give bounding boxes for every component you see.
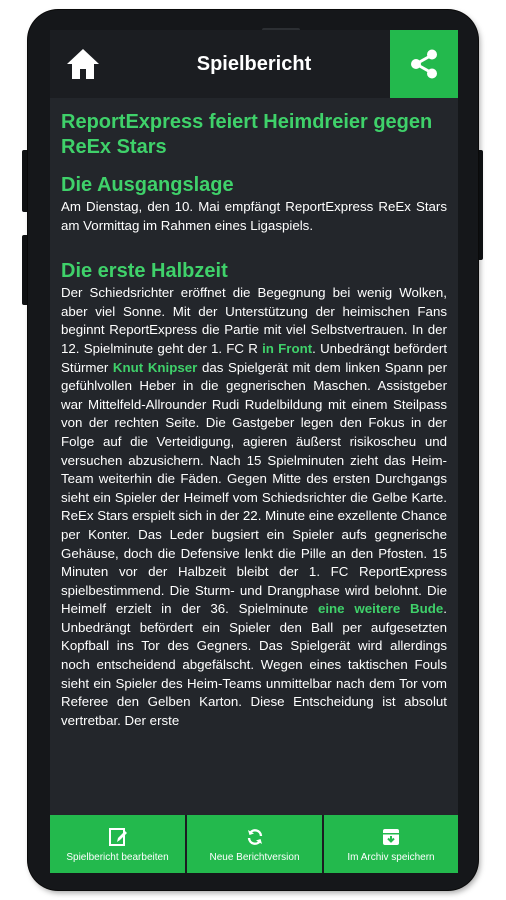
report-text: Der Schiedsrichter eröffnet die Begegnung bei wenig Wolken, aber viel Sonne. Mit der Unterstützung der heimischen Fans beginnt ReportExpress die Partie mit viel Selbstvertrauen. In der 12. Spielminute geht der 1. FC R [61, 285, 447, 356]
section-text-erste-halbzeit [61, 284, 447, 730]
highlight-link[interactable]: in Front [262, 340, 313, 356]
share-button[interactable] [390, 30, 458, 98]
home-button[interactable] [60, 42, 106, 86]
save-to-archive-label: Im Archiv speichern [347, 851, 435, 863]
archive-download-icon [381, 827, 401, 847]
new-report-version-label: Neue Berichtversion [209, 851, 300, 863]
section-text-ausgangslage: Am Dienstag, den 10. Mai empfängt ReportExpress ReEx Stars am Vormittag im Rahmen eines Ligaspiels. [61, 199, 447, 233]
app-screen [50, 30, 458, 873]
section-title-erste-halbzeit: Die erste Halbzeit [61, 260, 228, 283]
edit-report-icon [108, 827, 128, 847]
report-content[interactable] [50, 98, 458, 815]
save-to-archive-button[interactable] [324, 815, 458, 873]
highlight-link[interactable]: Knut Knipser [112, 359, 198, 375]
section-title-ausgangslage: Die Ausgangslage [61, 174, 234, 196]
bottom-action-bar [50, 815, 458, 873]
edit-report-button[interactable] [50, 815, 185, 873]
report-text: . Unbedrängt befördert ein Spieler den Ball per aufgesetzten Kopfball ins Tor des Gegners. Das Spielgerät wird allerdings noch entscheidend abgefälscht. Wegen eines taktischen Fouls sieht ein Spieler des Heim-Teams unmittelbar nach dem Tor vom Referee den Gelben Karton. Diese Entscheidung ist absolut vertretbar. Der erste [61, 601, 447, 728]
edit-report-label: Spielbericht bearbeiten [66, 851, 169, 863]
report-headline: ReportExpress feiert Heimdreier gegen ReEx Stars [61, 111, 433, 158]
home-icon [65, 47, 101, 81]
report-text: . Unbedrängt befördert Stürmer [61, 340, 448, 375]
page-title: Spielbericht [196, 53, 312, 75]
new-report-version-button[interactable] [187, 815, 322, 873]
share-icon [407, 47, 441, 81]
app-header [50, 30, 458, 98]
highlight-link[interactable]: eine weitere Bude [317, 601, 444, 617]
report-text: das Spielgerät mit dem linken Spann per gefühlvollen Heber in die gegnerischen Maschen. Assistgeber war Mittelfeld-Allrounder Rudi Rudelbildung mit einem Steilpass von der rechten Seite. Die Gastgeber legen den Fokus in der Folge auf die Verteidigung, agieren äußerst risikoscheu und versuchen abzusichern. Nach 15 Spielminuten zieht das Heim-Team weiterhin die Fäden. Gegen Mitte des ersten Durchgangs sieht ein Spieler der Heimelf vom Schiedsrichter die Gelbe Karte. ReEx Stars erspielt sich in der 22. Minute eine exzellente Chance per Konter. Das Leder bugsiert ein Spieler aufs gegnerische Gehäuse, doch die Defensive lenkt die Pille an den Pfosten. 15 Minuten vor der Halbzeit bleibt der 1. FC ReportExpress spielbestimmend. Die Sturm- und Drangphase wird belohnt. Die Heimelf erzielt in der 36. Spielminute [61, 359, 447, 617]
refresh-icon [245, 827, 265, 847]
